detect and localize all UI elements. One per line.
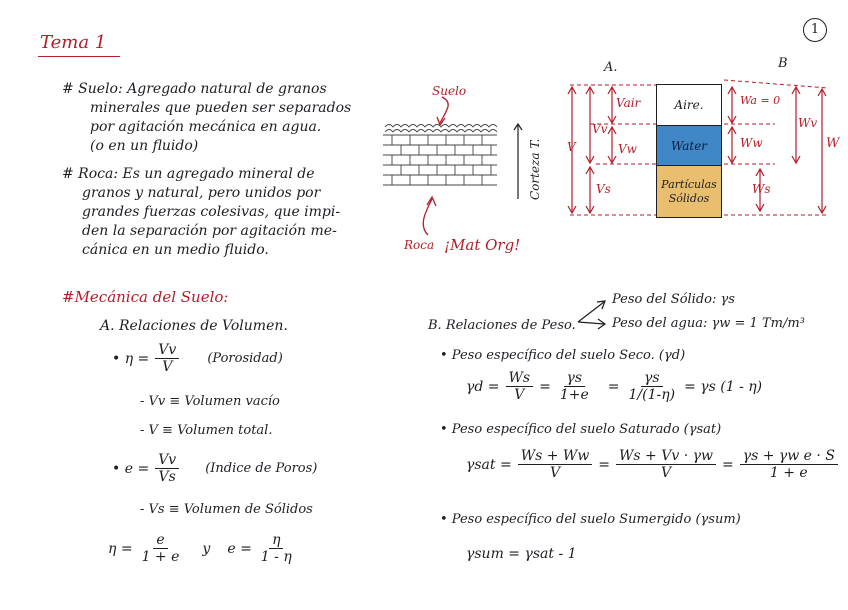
suelo-definition [62, 80, 351, 156]
page-number-circle [803, 18, 827, 42]
mecanica-heading: #Mecánica del Suelo: [62, 288, 229, 306]
porosidad-formula [112, 342, 283, 375]
suelo-line-3: por agitación mecánica en agua. [90, 119, 322, 135]
sketch-roca-label: Roca [404, 238, 435, 252]
sum-title: • Peso específico del suelo Sumergido (γsum) [440, 512, 741, 527]
roca-line-2: granos y natural, pero unidos por [82, 185, 321, 201]
wv-label: Wv [798, 116, 818, 130]
rel-e-num: η [269, 532, 283, 549]
peso-solido: Peso del Sólido: γs [612, 292, 735, 307]
sat-f2-num: Ws + Vv · γw [616, 448, 716, 465]
rel-e-lhs: e = [227, 540, 252, 557]
sat-f3-den: 1 + e [769, 465, 808, 482]
porosidad-den: V [162, 359, 173, 376]
peso-branch-arrows [574, 296, 610, 336]
porosidad-lhs: • η = [112, 350, 150, 367]
rel-eta-lhs: η = [108, 540, 133, 557]
page-number: 1 [810, 22, 820, 37]
w-label: W [826, 136, 840, 151]
seco-rhs: = γs (1 - η) [684, 378, 763, 395]
relacion-eta-e [108, 532, 298, 565]
vv-label: Vv [592, 122, 608, 136]
particulas-label-2: Sólidos [668, 191, 710, 205]
roca-definition [62, 165, 340, 260]
indice-poros-formula [112, 452, 317, 485]
vs-label: Vs [596, 182, 611, 196]
indice-num: Vv [155, 452, 179, 469]
sketch-suelo-label: Suelo [432, 84, 467, 98]
corteza-label: Corteza T. [528, 138, 542, 200]
suelo-line-1: # Suelo: Agregado natural de granos [62, 81, 327, 97]
rel-eta-den: 1 + e [141, 549, 180, 566]
suelo-line-4: (o en un fluido) [90, 138, 199, 154]
mat-org-label: ¡Mat Org! [444, 236, 521, 254]
sum-formula: γsum = γsat - 1 [466, 546, 577, 562]
indice-name: (Indice de Poros) [205, 461, 318, 477]
def-v: - V ≡ Volumen total. [140, 423, 273, 438]
rel-e-den: 1 - η [260, 549, 292, 566]
sat-f3-num: γs + γw e · S [740, 448, 838, 465]
seco-title: • Peso específico del suelo Seco. (γd) [440, 348, 686, 363]
soil-rock-sketch [380, 95, 510, 245]
porosidad-name: (Porosidad) [207, 351, 283, 367]
col-a-label: A. [604, 60, 618, 75]
def-vv: - Vv ≡ Volumen vacío [140, 394, 280, 409]
sat-formula [466, 448, 841, 481]
rel-eta-num: e [153, 532, 167, 549]
sat-title: • Peso específico del suelo Saturado (γsat) [440, 422, 722, 437]
indice-lhs: • e = [112, 460, 150, 477]
seco-f3-den: 1/(1-η) [628, 387, 676, 404]
seco-lhs: γd = [466, 378, 500, 395]
v-label: V [567, 140, 576, 154]
particulas-label-1: Partículas [661, 177, 717, 191]
vair-label: Vair [616, 96, 641, 110]
seco-f1-num: Ws [506, 370, 534, 387]
seco-f2-den: 1+e [559, 387, 589, 404]
suelo-line-2: minerales que pueden ser separados [90, 100, 352, 116]
page-title: Tema 1 [40, 32, 107, 53]
title-underline [38, 56, 120, 57]
peso-agua: Peso del agua: γw = 1 Tm/m³ [612, 316, 805, 331]
seco-formula [466, 370, 762, 403]
roca-line-5: cánica en un medio fluido. [82, 242, 269, 258]
roca-line-1: # Roca: Es un agregado mineral de [62, 166, 315, 182]
col-b-label: B [778, 56, 788, 71]
sat-eq1: = [598, 456, 611, 473]
porosidad-num: Vv [155, 342, 179, 359]
vw-label: Vw [618, 142, 637, 156]
roca-line-3: grandes fuerzas colesivas, que impi- [82, 204, 341, 220]
corteza-arrow [512, 122, 526, 202]
aire-label: Aire. [674, 98, 704, 112]
rel-y: y [202, 540, 211, 557]
seco-f2-num: γs [564, 370, 586, 387]
water-label: Water [670, 138, 708, 153]
relaciones-volumen-heading: A. Relaciones de Volumen. [100, 318, 288, 334]
seco-f3-num: γs [641, 370, 663, 387]
sat-f2-den: V [660, 465, 672, 482]
def-vs: - Vs ≡ Volumen de Sólidos [140, 502, 313, 517]
seco-f1-den: V [514, 387, 525, 404]
phase-dimension-lines [560, 78, 848, 228]
sat-lhs: γsat = [466, 456, 512, 473]
sat-f1-den: V [549, 465, 561, 482]
seco-eq1: = [539, 378, 551, 395]
wa-label: Wa = 0 [740, 94, 781, 107]
sat-eq2: = [721, 456, 734, 473]
ws-label: Ws [752, 182, 771, 196]
relaciones-peso-heading: B. Relaciones de Peso. [428, 318, 576, 333]
ww-label: Ww [740, 136, 763, 150]
seco-eq2: = [607, 378, 620, 395]
sat-f1-num: Ws + Ww [518, 448, 593, 465]
roca-line-4: den la separación por agitación me- [82, 223, 337, 239]
indice-den: Vs [158, 469, 176, 486]
